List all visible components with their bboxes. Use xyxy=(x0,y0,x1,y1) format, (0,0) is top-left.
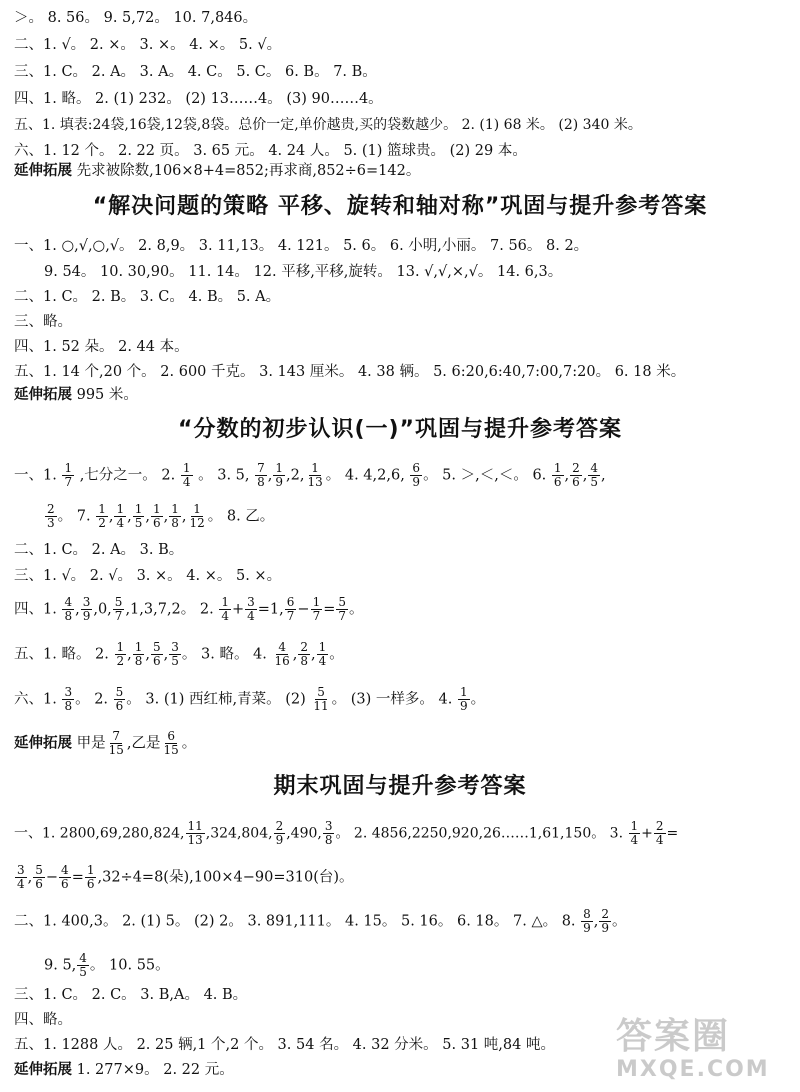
fraction: $\frac{4}{8}$ xyxy=(64,595,73,623)
fraction: $\frac{3}{8}$ xyxy=(324,819,333,847)
line-text: 。 3. 略。 4. xyxy=(181,646,267,663)
fraction: $\frac{1}{9}$ xyxy=(459,685,468,713)
line-text: 一、1. xyxy=(14,467,57,484)
answer-line: 一、1. $\frac{1}{7}$ ,七分之一。 2. $\frac{1}{4}$ 。 3. 5, $\frac{7}{8}$ , $\frac{1}{9}$ ,2, $\frac{1}{13}$ 。 4. 4,2,6, $\frac{6}{9}$ 。 5. ＞,＜,＜。 6. $\frac{1}{6}$ , $\frac{2}{6}$ , $\frac{4}{5}$ , xyxy=(14,461,606,489)
extension-label: 延伸拓展 xyxy=(14,1062,72,1078)
fraction: $\frac{1}{6}$ xyxy=(152,502,161,530)
fraction: $\frac{4}{5}$ xyxy=(79,951,87,979)
extension-text: 995 米。 xyxy=(76,387,138,403)
answer-line: 四、1. 略。 2. (1) 232。 (2) 13……4。 (3) 90……4。 xyxy=(14,91,383,107)
line-text: 六、1. xyxy=(14,691,57,708)
answer-line: 五、1. 14 个,20 个。 2. 600 千克。 3. 143 厘米。 4. 38 辆。 5. 6:20,6:40,7:00,7:20。 6. 18 米。 xyxy=(14,364,686,380)
answer-line: 三、1. C。 2. A。 3. A。 4. C。 5. C。 6. B。 7. B。 xyxy=(14,64,377,80)
fraction: $\frac{3}{4}$ xyxy=(247,595,255,623)
extension-line xyxy=(14,161,792,181)
answer-line: ＞。 8. 56。 9. 5,72。 10. 7,846。 xyxy=(14,10,258,26)
fraction: $\frac{4}{5}$ xyxy=(590,461,599,489)
section-title: 期末巩固与提升参考答案 xyxy=(273,774,527,799)
fraction: $\frac{1}{5}$ xyxy=(134,502,143,530)
answer-line: 六、1. 12 个。 2. 22 页。 3. 65 元。 4. 24 人。 5. (1) 篮球贵。 (2) 29 本。 xyxy=(14,143,527,159)
fraction: $\frac{1}{7}$ xyxy=(312,595,321,623)
line-text: 。 3. (1) 西红柿,青菜。 (2) xyxy=(126,691,306,708)
line-text: 。 10. 55。 xyxy=(89,957,170,974)
fraction: $\frac{3}{4}$ xyxy=(17,863,25,891)
answer-line: $\frac{2}{3}$ 。 7. $\frac{1}{2}$ , $\frac{1}{4}$ , $\frac{1}{5}$ , $\frac{1}{6}$ , $\frac{1}{8}$ , $\frac{1}{12}$ 。 8. 乙。 xyxy=(47,502,275,530)
answer-line: 四、1. $\frac{4}{8}$ , $\frac{3}{9}$ ,0, $\frac{5}{7}$ ,1,3,7,2。 2. $\frac{1}{4}$ + $\frac{3}{4}$ =1, $\frac{6}{7}$ − $\frac{1}{7}$ = $\frac{5}{7}$ 。 xyxy=(14,595,364,623)
fraction: $\frac{2}{3}$ xyxy=(47,502,55,530)
answer-line: 五、1. 1288 人。 2. 25 辆,1 个,2 个。 3. 54 名。 4. 32 分米。 5. 31 吨,84 吨。 xyxy=(14,1037,555,1053)
line-text: 。 7. xyxy=(57,508,91,525)
fraction: $\frac{4}{6}$ xyxy=(61,863,69,891)
fraction: $\frac{5}{6}$ xyxy=(35,863,43,891)
line-text: 五、1. 略。 2. xyxy=(14,646,109,663)
fraction: $\frac{7}{15}$ xyxy=(108,729,124,757)
line-text: 一、1. 2800,69,280,824, xyxy=(14,825,185,842)
answer-line: 二、1. C。 2. B。 3. C。 4. B。 5. A。 xyxy=(14,289,281,305)
extension-label: 延伸拓展 xyxy=(14,735,72,752)
fraction: $\frac{2}{9}$ xyxy=(275,819,284,847)
fraction: $\frac{5}{11}$ xyxy=(313,685,329,713)
line-text: 二、1. 400,3。 2. (1) 5。 (2) 2。 3. 891,111。 4. 15。 5. 16。 6. 18。 7. △。 8. xyxy=(14,913,576,930)
fraction: $\frac{6}{9}$ xyxy=(412,461,421,489)
line-text: 。 3. 5, xyxy=(198,467,250,484)
fraction: $\frac{1}{6}$ xyxy=(86,863,95,891)
fraction: $\frac{1}{4}$ xyxy=(182,461,191,489)
line-text: 。 2. xyxy=(75,691,109,708)
fraction: $\frac{11}{13}$ xyxy=(187,819,203,847)
fraction: $\frac{3}{5}$ xyxy=(171,640,179,668)
answer-line: 三、略。 xyxy=(14,314,72,330)
answer-line: 六、1. $\frac{3}{8}$ 。 2. $\frac{5}{6}$ 。 3. (1) 西红柿,青菜。 (2) $\frac{5}{11}$ 。 (3) 一样多。 4. $\frac{1}{9}$ 。 xyxy=(14,685,486,713)
answer-line: 二、1. √。 2. ×。 3. ×。 4. ×。 5. √。 xyxy=(14,37,282,53)
fraction: $\frac{1}{6}$ xyxy=(553,461,562,489)
line-text: 甲是 xyxy=(76,735,106,752)
fraction: $\frac{1}{9}$ xyxy=(275,461,284,489)
line-text: 四、1. xyxy=(14,601,57,618)
fraction: $\frac{2}{6}$ xyxy=(572,461,580,489)
line-text: ,1,3,7,2。 2. xyxy=(125,601,214,618)
answer-line: 二、1. 400,3。 2. (1) 5。 (2) 2。 3. 891,111。 4. 15。 5. 16。 6. 18。 7. △。 8. $\frac{8}{9}$ , $\frac{2}{9}$ 。 xyxy=(14,907,627,935)
fraction: $\frac{5}{7}$ xyxy=(338,595,346,623)
fraction: $\frac{1}{13}$ xyxy=(307,461,323,489)
fraction: $\frac{5}{7}$ xyxy=(114,595,123,623)
extension-text: 先求被除数,106×8+4=852;再求商,852÷6=142。 xyxy=(76,163,421,179)
answer-line: 一、1. ○,√,○,√。 2. 8,9。 3. 11,13。 4. 121。 5. 6。 6. 小明,小丽。 7. 56。 8. 2。 xyxy=(14,238,589,254)
extension-line: 延伸拓展 甲是 $\frac{7}{15}$ ,乙是 $\frac{6}{15}$ 。 xyxy=(14,729,197,757)
section-title: “解决问题的策略 平移、旋转和轴对称”巩固与提升参考答案 xyxy=(92,194,708,219)
fraction: $\frac{1}{8}$ xyxy=(171,502,179,530)
line-text: 。 8. 乙。 xyxy=(207,508,275,525)
fraction: $\frac{1}{2}$ xyxy=(98,502,106,530)
fraction: $\frac{1}{4}$ xyxy=(318,640,327,668)
watermark-url: MXQE.COM xyxy=(616,1057,770,1082)
answer-line: 三、1. C。 2. C。 3. B,A。 4. B。 xyxy=(14,987,248,1003)
answer-line: 三、1. √。 2. √。 3. ×。 4. ×。 5. ×。 xyxy=(14,568,282,584)
answer-line: 四、略。 xyxy=(14,1012,72,1028)
line-text: 。 2. 4856,2250,920,26……1,61,150。 3. xyxy=(335,825,624,842)
line-text: 9. 5, xyxy=(44,957,77,974)
line-text: 。 (3) 一样多。 4. xyxy=(331,691,453,708)
answer-line: 五、1. 填表:24袋,16袋,12袋,8袋。总价一定,单价越贵,买的袋数越少。 2. (1) 68 米。 (2) 340 米。 xyxy=(14,117,642,133)
fraction: $\frac{1}{4}$ xyxy=(630,819,639,847)
answer-line: 二、1. C。 2. A。 3. B。 xyxy=(14,542,184,558)
fraction: $\frac{3}{9}$ xyxy=(82,595,91,623)
fraction: $\frac{2}{8}$ xyxy=(300,640,309,668)
fraction: $\frac{6}{7}$ xyxy=(286,595,295,623)
fraction: $\frac{2}{9}$ xyxy=(601,907,610,935)
answer-line: 四、1. 52 朵。 2. 44 本。 xyxy=(14,339,189,355)
fraction: $\frac{5}{6}$ xyxy=(115,685,124,713)
fraction: $\frac{1}{4}$ xyxy=(116,502,125,530)
fraction: $\frac{1}{7}$ xyxy=(64,461,73,489)
fraction: $\frac{6}{15}$ xyxy=(163,729,179,757)
extension-line xyxy=(14,385,792,405)
extension-text: 1. 277×9。 2. 22 元。 xyxy=(76,1062,234,1078)
watermark-text: 答案圈 xyxy=(616,1016,731,1057)
section-title: “分数的初步认识(一)”巩固与提升参考答案 xyxy=(177,417,623,442)
line-text: 。 5. ＞,＜,＜。 6. xyxy=(423,467,547,484)
answer-line xyxy=(44,952,792,979)
line-text: 。 4. 4,2,6, xyxy=(325,467,405,484)
fraction: $\frac{2}{4}$ xyxy=(655,819,664,847)
answer-line: 五、1. 略。 2. $\frac{1}{2}$ , $\frac{1}{8}$ , $\frac{5}{6}$ , $\frac{3}{5}$ 。 3. 略。 4. $\frac{4}{16}$ , $\frac{2}{8}$ , $\frac{1}{4}$ 。 xyxy=(14,640,344,668)
answer-line: $\frac{3}{4}$ , $\frac{5}{6}$ − $\frac{4}{6}$ = $\frac{1}{6}$ ,32÷4=8(朵),100×4−90=310(台)。 xyxy=(17,863,354,891)
line-text: ,七分之一。 2. xyxy=(79,467,176,484)
answer-line: 9. 54。 10. 30,90。 11. 14。 12. 平移,平移,旋转。 13. √,√,×,√。 14. 6,3。 xyxy=(44,264,563,280)
watermark-logo xyxy=(616,1008,786,1082)
fraction: $\frac{4}{16}$ xyxy=(274,640,290,668)
fraction: $\frac{1}{12}$ xyxy=(189,502,205,530)
fraction: $\frac{8}{9}$ xyxy=(583,907,591,935)
fraction: $\frac{1}{4}$ xyxy=(221,595,229,623)
fraction: $\frac{3}{8}$ xyxy=(64,685,73,713)
line-text: ,32÷4=8(朵),100×4−90=310(台)。 xyxy=(97,869,354,886)
fraction: $\frac{7}{8}$ xyxy=(257,461,265,489)
extension-label: 延伸拓展 xyxy=(14,387,72,403)
fraction: $\frac{1}{2}$ xyxy=(116,640,125,668)
fraction: $\frac{5}{6}$ xyxy=(153,640,161,668)
fraction: $\frac{1}{8}$ xyxy=(134,640,143,668)
answer-line: 一、1. 2800,69,280,824, $\frac{11}{13}$ ,324,804, $\frac{2}{9}$ ,490, $\frac{3}{8}$ 。 2. 4856,2250,920,26……1,61,150。 3. $\frac{1}{4}$ + $\frac{2}{4}$ = xyxy=(14,819,679,847)
extension-label: 延伸拓展 xyxy=(14,163,72,179)
